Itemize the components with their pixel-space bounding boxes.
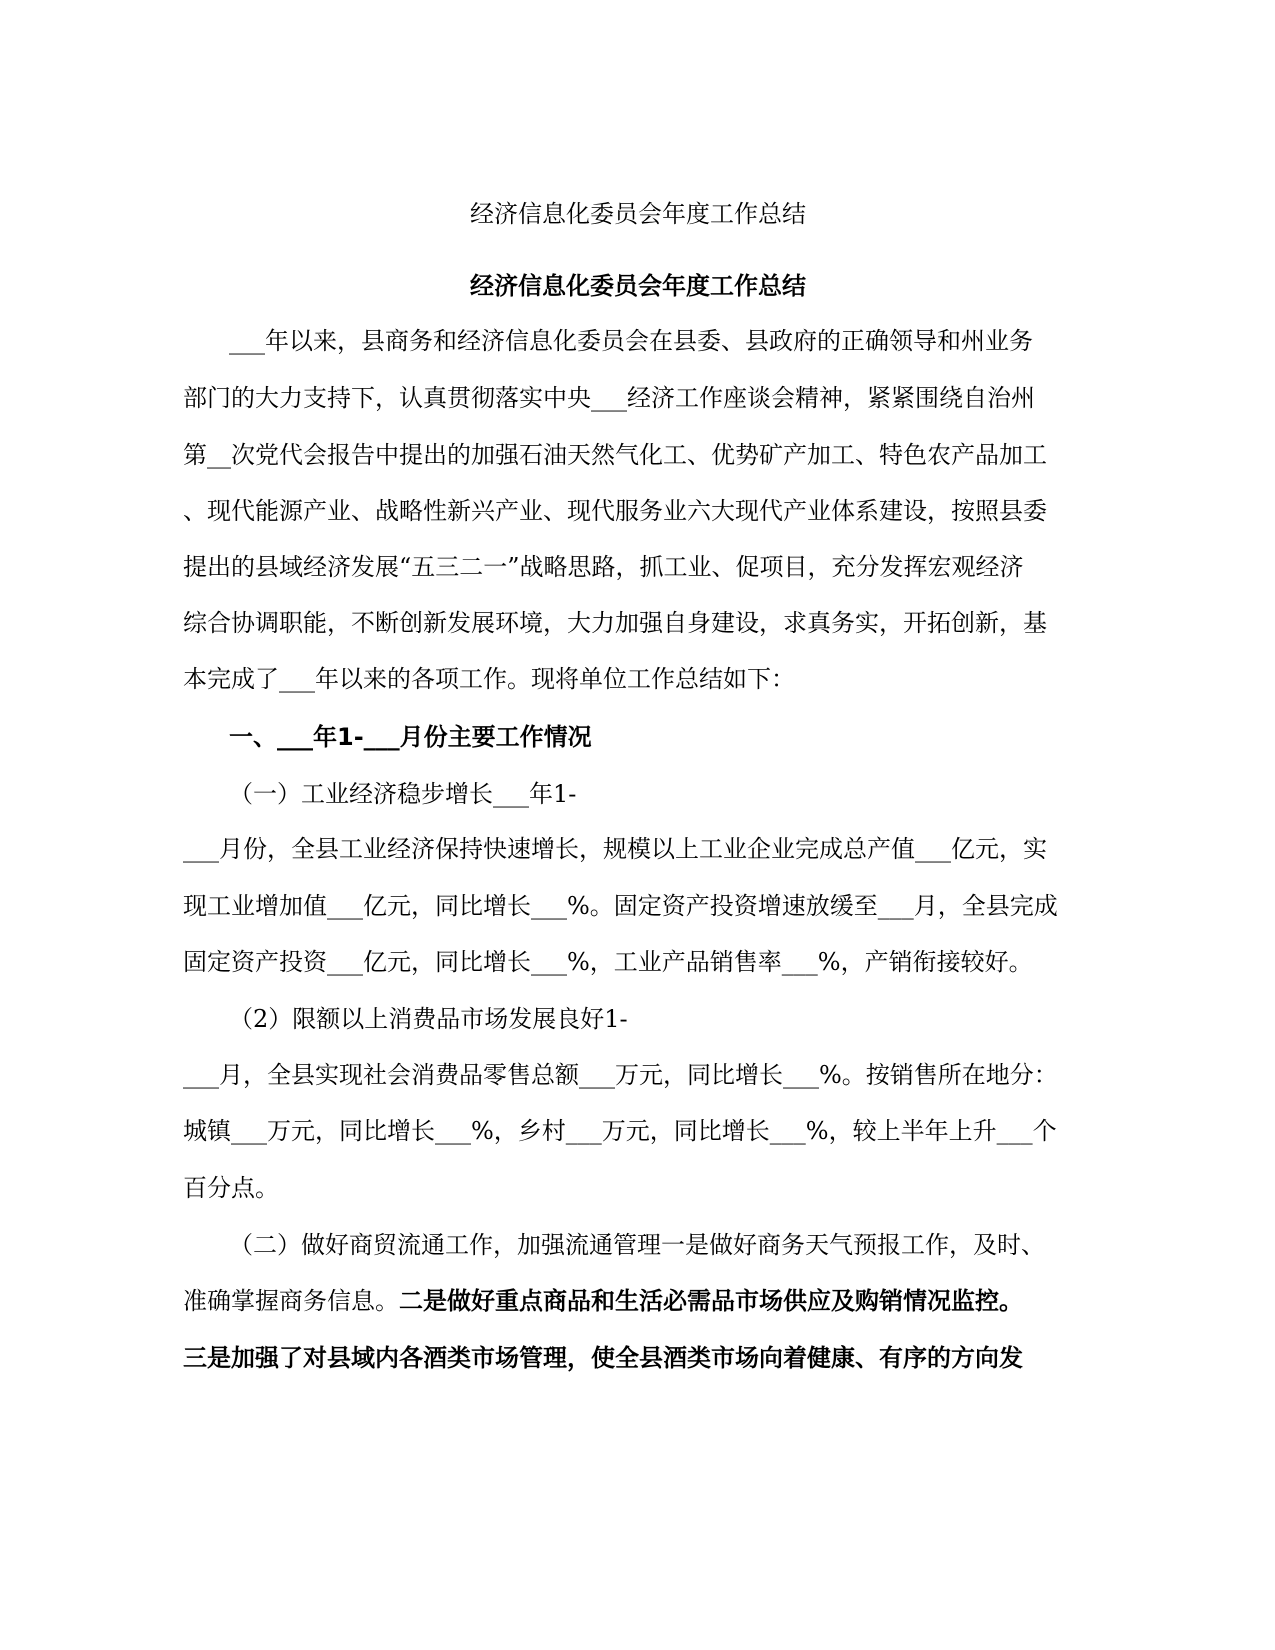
bold-text: 二是做好重点商品和生活必需品市场供应及购销情况监控。 xyxy=(399,1287,1023,1315)
paragraph-line: 百分点。 xyxy=(183,1174,279,1202)
paragraph-line: 固定资产投资___亿元，同比增长___%，工业产品销售率___%，产销衔接较好。 xyxy=(183,948,1033,976)
paragraph-line: 三是加强了对县域内各酒类市场管理，使全县酒类市场向着健康、有序的方向发 xyxy=(183,1344,1023,1372)
paragraph-line xyxy=(183,1285,1093,1317)
section-heading: 一、___年1-___月份主要工作情况 xyxy=(229,723,592,751)
paragraph-line: 本完成了___年以来的各项工作。现将单位工作总结如下： xyxy=(183,665,795,693)
subsection-heading: （2）限额以上消费品市场发展良好1- xyxy=(229,1005,628,1033)
paragraph-line: 、现代能源产业、战略性新兴产业、现代服务业六大现代产业体系建设，按照县委 xyxy=(183,497,1047,525)
paragraph-line: ___月，全县实现社会消费品零售总额___万元，同比增长___%。按销售所在地分： xyxy=(183,1061,1058,1089)
paragraph-line: ___年以来，县商务和经济信息化委员会在县委、县政府的正确领导和州业务 xyxy=(229,327,1033,355)
paragraph-line: ___月份，全县工业经济保持快速增长，规模以上工业企业完成总产值___亿元，实 xyxy=(183,835,1047,863)
paragraph-line: 综合协调职能，不断创新发展环境，大力加强自身建设，求真务实，开拓创新，基 xyxy=(183,609,1047,637)
paragraph-line: 现工业增加值___亿元，同比增长___%。固定资产投资增速放缓至___月，全县完成 xyxy=(183,892,1058,920)
paragraph-line: 部门的大力支持下，认真贯彻落实中央___经济工作座谈会精神，紧紧围绕自治州 xyxy=(183,384,1035,412)
paragraph-line: 城镇___万元，同比增长___%，乡村___万元，同比增长___%，较上半年上升___个 xyxy=(183,1117,1057,1145)
document-heading: 经济信息化委员会年度工作总结 xyxy=(470,272,806,300)
subsection-heading: （二）做好商贸流通工作，加强流通管理一是做好商务天气预报工作，及时、 xyxy=(229,1231,1045,1259)
paragraph-line: 第__次党代会报告中提出的加强石油天然气化工、优势矿产加工、特色农产品加工 xyxy=(183,441,1047,469)
document-title: 经济信息化委员会年度工作总结 xyxy=(470,200,806,228)
subsection-heading: （一）工业经济稳步增长___年1- xyxy=(229,780,577,808)
paragraph-line: 提出的县域经济发展“五三二一”战略思路，抓工业、促项目，充分发挥宏观经济 xyxy=(183,553,1024,581)
normal-text: 准确掌握商务信息。 xyxy=(183,1287,399,1315)
